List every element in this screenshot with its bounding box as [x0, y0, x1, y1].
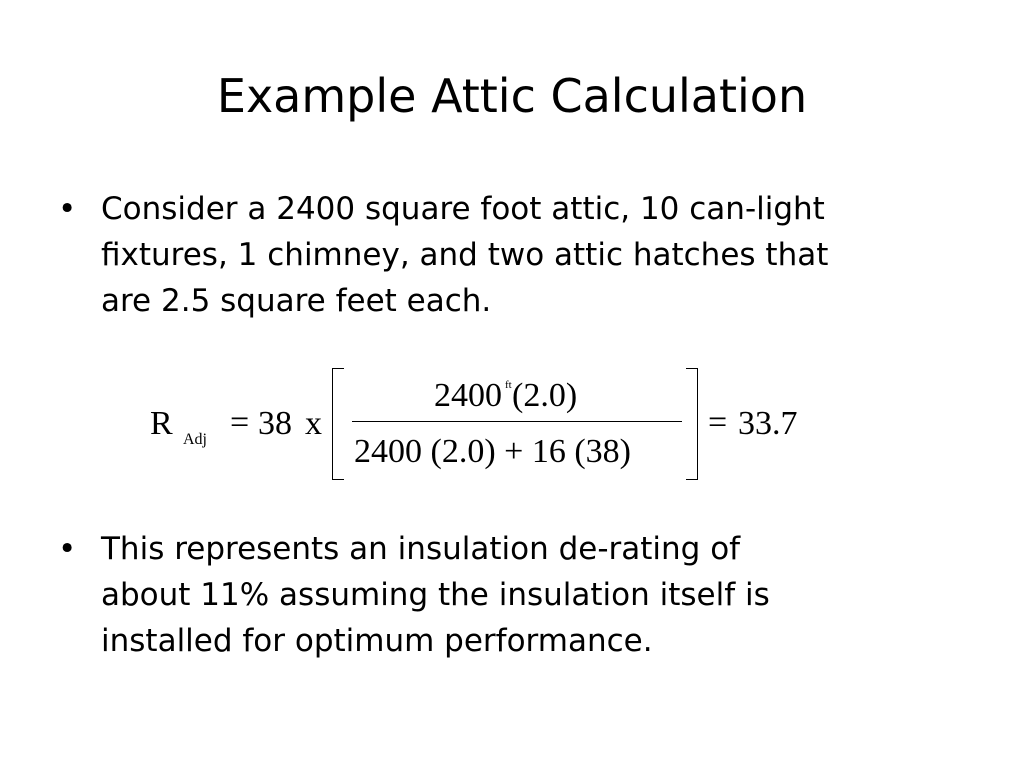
bullet-marker: •: [58, 531, 77, 567]
equation-times: x: [305, 405, 322, 442]
numerator-value: 2400: [434, 377, 502, 414]
denominator: 2400 (2.0) + 16 (38): [354, 433, 631, 470]
equation-lhs-symbol: R: [150, 405, 173, 442]
bullet-text-line: about 11% assuming the insulation itself is: [101, 577, 770, 613]
slide-title: Example Attic Calculation: [216, 69, 808, 123]
bullet-text-line: are 2.5 square feet each.: [101, 283, 492, 319]
bullet-text-line: This represents an insulation de-rating of: [101, 531, 741, 567]
right-bracket: [686, 368, 698, 480]
numerator-mark: ft: [505, 379, 512, 391]
equation-equals: =: [230, 404, 250, 441]
bullet-text-line: installed for optimum performance.: [101, 623, 653, 659]
bullet-marker: •: [58, 191, 77, 227]
left-bracket: [332, 368, 344, 480]
equation-result: 33.7: [738, 405, 798, 442]
bullet-text-line: Consider a 2400 square foot attic, 10 can-light: [101, 191, 825, 227]
equation: [0, 360, 1024, 490]
numerator-factor: (2.0): [512, 377, 578, 414]
equation-lhs-subscript: Adj: [183, 431, 207, 448]
fraction-bar: [352, 421, 682, 422]
equation-equals-result: =: [708, 404, 728, 441]
bullet-text-line: fixtures, 1 chimney, and two attic hatches that: [101, 237, 829, 273]
equation-multiplier: 38: [258, 405, 292, 442]
